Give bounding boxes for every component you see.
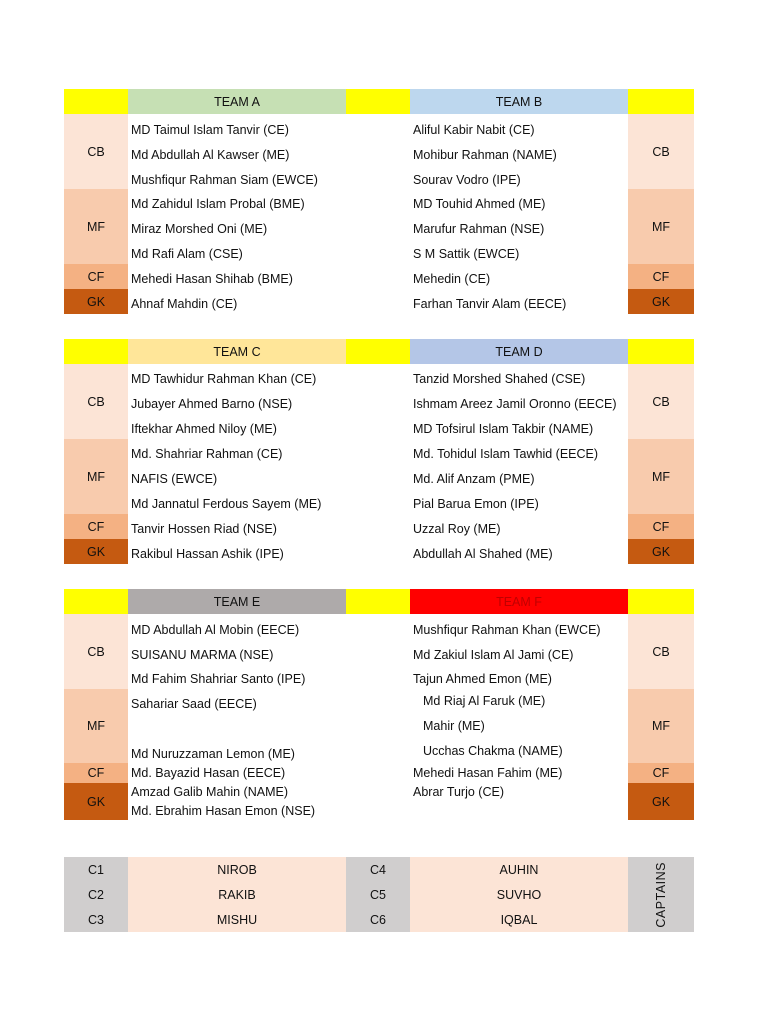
team-d-title: TEAM D: [495, 344, 543, 359]
player-name: Md. Alif Anzam (PME): [413, 472, 535, 486]
player-name: Tanvir Hossen Riad (NSE): [131, 522, 277, 536]
position-mf: MF: [64, 439, 128, 514]
position-cf: CF: [64, 763, 128, 783]
header-spacer-mid: [346, 339, 410, 364]
position-gk: GK: [64, 539, 128, 564]
player-name: Pial Barua Emon (IPE): [413, 497, 539, 511]
player-name: SUISANU MARMA (NSE): [131, 648, 274, 662]
player-name: Tanzid Morshed Shahed (CSE): [413, 372, 586, 386]
position-cb: CB: [628, 364, 694, 439]
team-b-title: TEAM B: [495, 94, 543, 109]
position-mf: MF: [64, 689, 128, 763]
captain-name: NIROB: [128, 857, 346, 882]
player-name: MD Touhid Ahmed (ME): [413, 197, 546, 211]
header-spacer-left: [64, 339, 128, 364]
player-name: Rakibul Hassan Ashik (IPE): [131, 547, 284, 561]
position-cf: CF: [628, 264, 694, 289]
position-cb: CB: [64, 614, 128, 689]
captains-label-cell: [628, 857, 694, 932]
captain-name: MISHU: [128, 907, 346, 932]
player-name: MD Tofsirul Islam Takbir (NAME): [413, 422, 594, 436]
team-d-header: [410, 339, 628, 364]
header-spacer-mid: [346, 89, 410, 114]
player-name: Md Jannatul Ferdous Sayem (ME): [131, 497, 322, 511]
position-cf: CF: [64, 264, 128, 289]
position-gk: GK: [64, 783, 128, 820]
player-name: Md. Tohidul Islam Tawhid (EECE): [413, 447, 599, 461]
player-name: Mahir (ME): [423, 719, 485, 733]
header-spacer-mid: [346, 589, 410, 614]
player-name: Mehedin (CE): [413, 272, 491, 286]
team-e-title: TEAM E: [213, 594, 261, 609]
player-name: NAFIS (EWCE): [131, 472, 218, 486]
player-name: Amzad Galib Mahin (NAME): [131, 785, 288, 799]
captain-code: C6: [346, 907, 410, 932]
player-name: S M Sattik (EWCE): [413, 247, 520, 261]
player-name: Farhan Tanvir Alam (EECE): [413, 297, 567, 311]
captain-name: IQBAL: [410, 907, 628, 932]
player-name: Mohibur Rahman (NAME): [413, 148, 557, 162]
team-f-title: TEAM F: [496, 594, 542, 609]
header-spacer-left: [64, 89, 128, 114]
player-name: Md Riaj Al Faruk (ME): [423, 694, 546, 708]
position-gk: GK: [628, 539, 694, 564]
team-b-header: [410, 89, 628, 114]
player-name: Abdullah Al Shahed (ME): [413, 547, 553, 561]
player-name: Iftekhar Ahmed Niloy (ME): [131, 422, 277, 436]
team-a-title: TEAM A: [214, 94, 260, 109]
team-e-header: [128, 589, 346, 614]
player-name: Uzzal Roy (ME): [413, 522, 501, 536]
player-name: Sahariar Saad (EECE): [131, 697, 257, 711]
position-cb: CB: [628, 614, 694, 689]
position-mf: MF: [628, 689, 694, 763]
player-name: Mehedi Hasan Fahim (ME): [413, 766, 563, 780]
player-name: Md Zakiul Islam Al Jami (CE): [413, 648, 574, 662]
position-mf: MF: [628, 189, 694, 264]
position-gk: GK: [64, 289, 128, 314]
player-name: Md. Bayazid Hasan (EECE): [131, 766, 286, 780]
captain-name: SUVHO: [410, 882, 628, 907]
captain-code: C5: [346, 882, 410, 907]
player-name: Mehedi Hasan Shihab (BME): [131, 272, 293, 286]
player-name: Miraz Morshed Oni (ME): [131, 222, 268, 236]
position-cf: CF: [628, 763, 694, 783]
captain-name: RAKIB: [128, 882, 346, 907]
captain-code: C1: [64, 857, 128, 882]
player-name: Tajun Ahmed Emon (ME): [413, 672, 552, 686]
player-name: Md. Ebrahim Hasan Emon (NSE): [131, 804, 316, 818]
captain-code: C3: [64, 907, 128, 932]
player-name: Md Rafi Alam (CSE): [131, 247, 243, 261]
player-name: Md Abdullah Al Kawser (ME): [131, 148, 290, 162]
position-mf: MF: [64, 189, 128, 264]
player-name: MD Tawhidur Rahman Khan (CE): [131, 372, 317, 386]
captain-code: C4: [346, 857, 410, 882]
captain-code: C2: [64, 882, 128, 907]
player-name: Jubayer Ahmed Barno (NSE): [131, 397, 293, 411]
position-cb: CB: [64, 364, 128, 439]
team-f-header: [410, 589, 628, 614]
player-name: Aliful Kabir Nabit (CE): [413, 123, 535, 137]
header-spacer-right: [628, 589, 694, 614]
position-cf: CF: [64, 514, 128, 539]
player-name: Mushfiqur Rahman Khan (EWCE): [413, 623, 601, 637]
position-cb: CB: [64, 114, 128, 189]
player-name: Marufur Rahman (NSE): [413, 222, 545, 236]
player-name: Mushfiqur Rahman Siam (EWCE): [131, 173, 318, 187]
header-spacer-right: [628, 89, 694, 114]
player-name: Ishmam Areez Jamil Oronno (EECE): [413, 397, 617, 411]
player-name: Md Nuruzzaman Lemon (ME): [131, 747, 295, 761]
player-name: Ahnaf Mahdin (CE): [131, 297, 238, 311]
player-name: MD Abdullah Al Mobin (EECE): [131, 623, 300, 637]
team-c-header: [128, 339, 346, 364]
position-cb: CB: [628, 114, 694, 189]
player-name: Md Zahidul Islam Probal (BME): [131, 197, 305, 211]
position-cf: CF: [628, 514, 694, 539]
captain-name: AUHIN: [410, 857, 628, 882]
captains-label: CAPTAINS: [654, 861, 668, 928]
player-name: MD Taimul Islam Tanvir (CE): [131, 123, 289, 137]
header-spacer-right: [628, 339, 694, 364]
position-gk: GK: [628, 783, 694, 820]
player-name: Sourav Vodro (IPE): [413, 173, 521, 187]
player-name: Abrar Turjo (CE): [413, 785, 504, 799]
header-spacer-left: [64, 589, 128, 614]
player-name: Md Fahim Shahriar Santo (IPE): [131, 672, 306, 686]
team-c-title: TEAM C: [213, 344, 261, 359]
player-name: Md. Shahriar Rahman (CE): [131, 447, 283, 461]
team-a-header: [128, 89, 346, 114]
player-name: Ucchas Chakma (NAME): [423, 744, 563, 758]
position-mf: MF: [628, 439, 694, 514]
position-gk: GK: [628, 289, 694, 314]
